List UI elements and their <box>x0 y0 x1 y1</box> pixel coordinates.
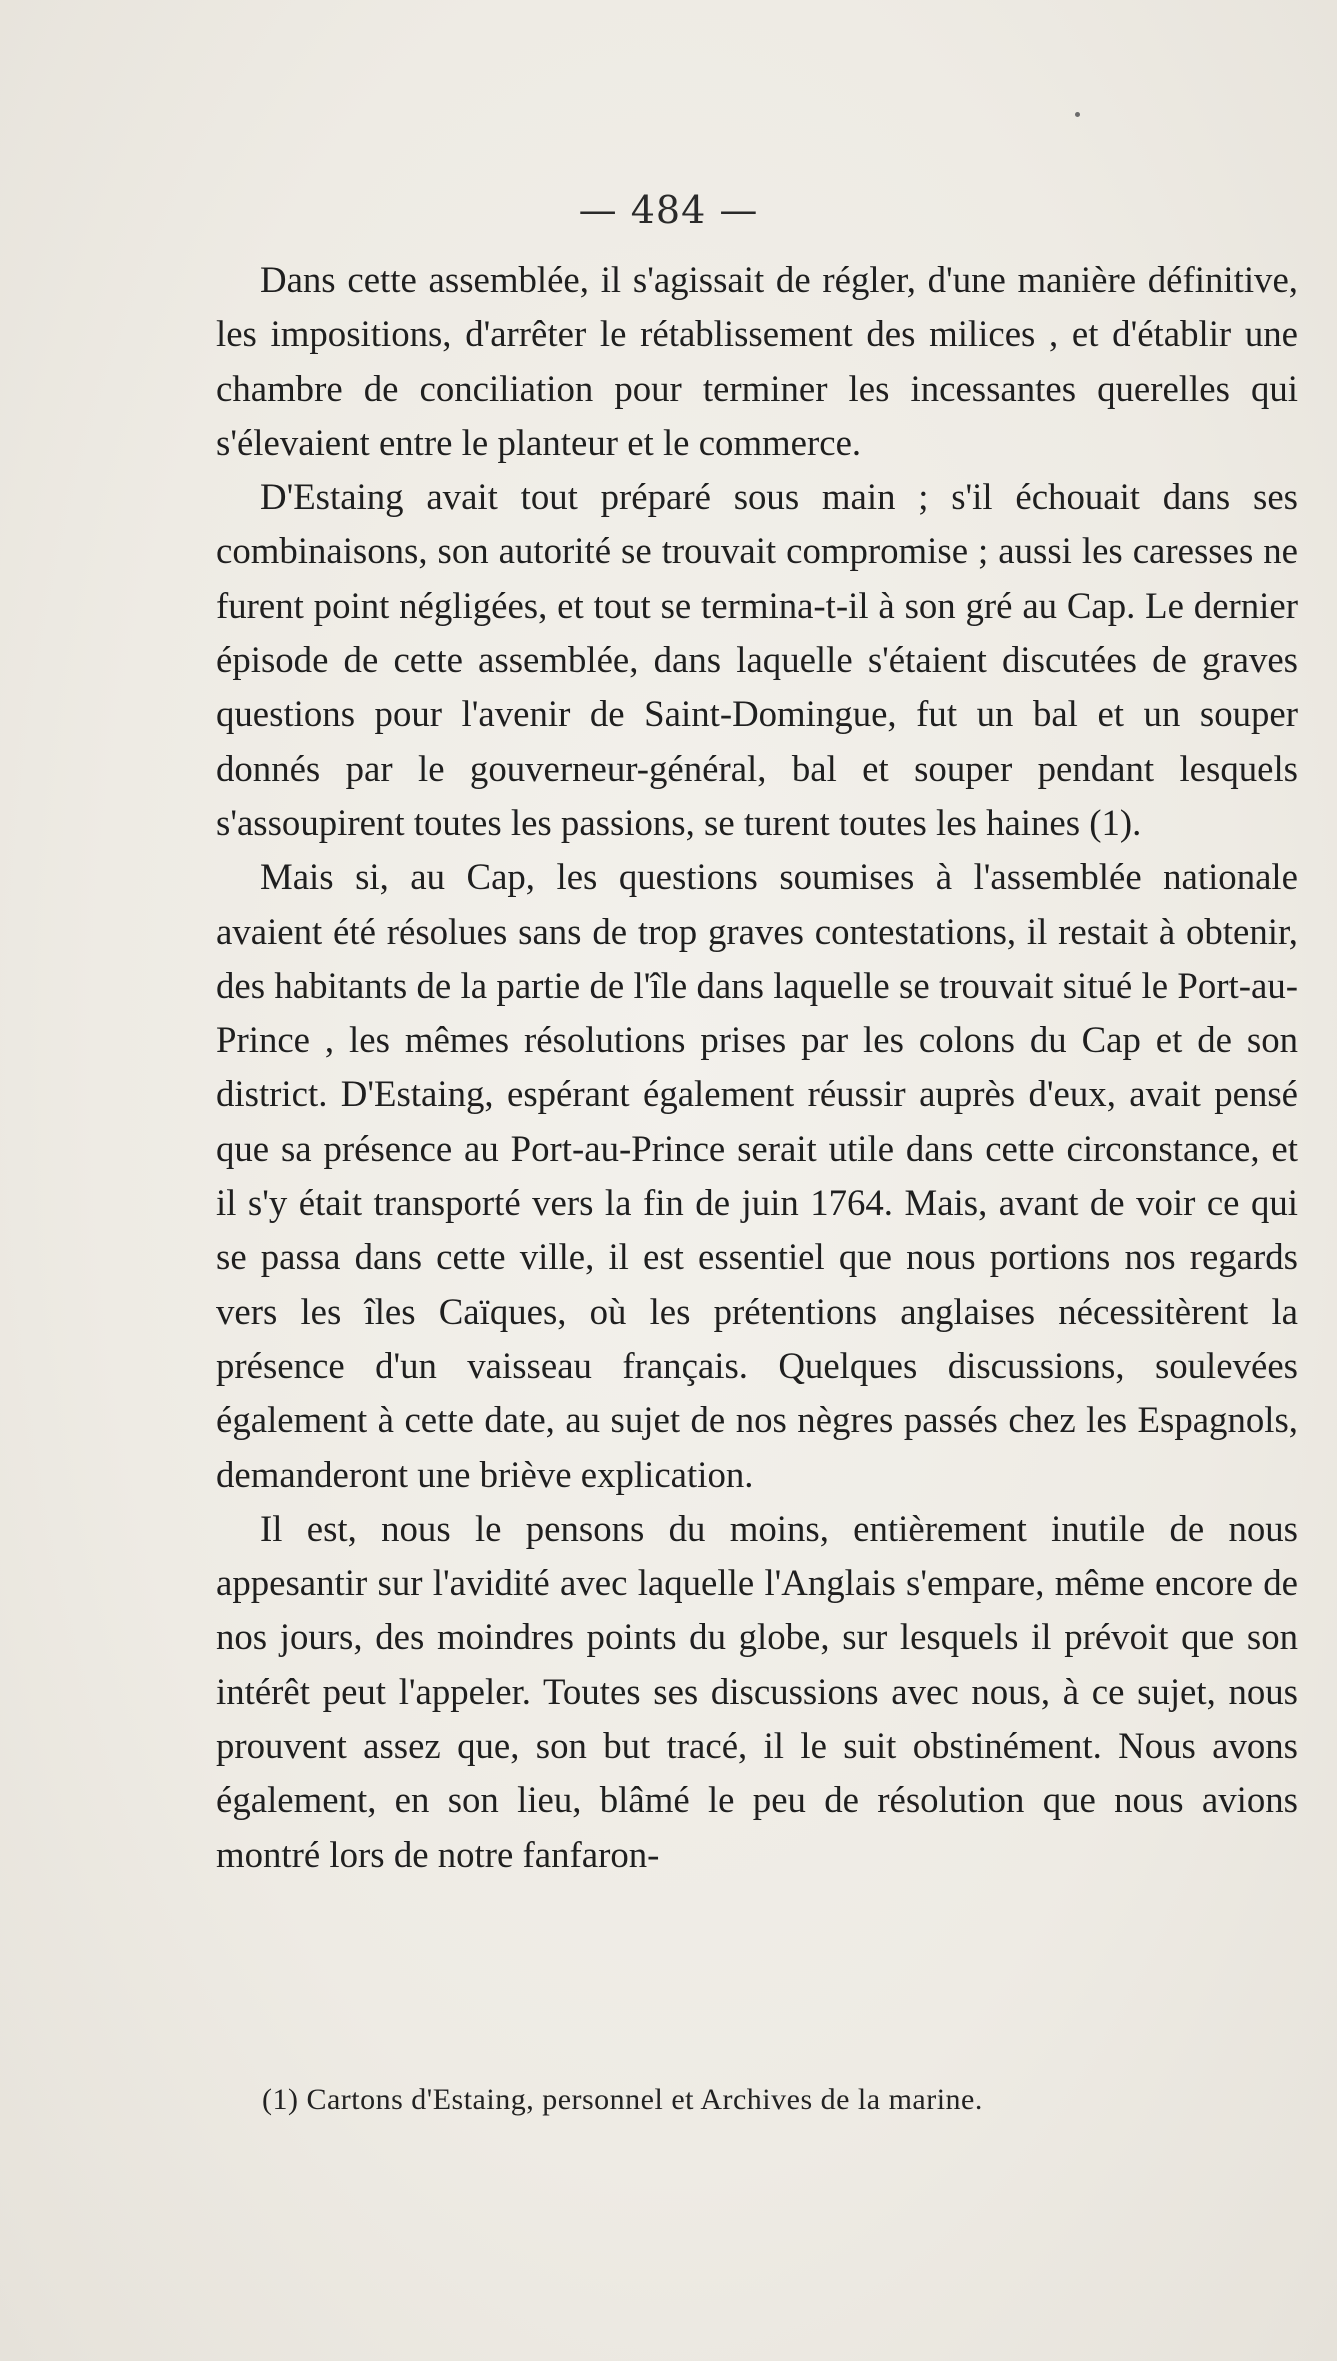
body-text <box>216 253 1298 1882</box>
ink-speck <box>1075 112 1080 117</box>
paragraph-3: Mais si, au Cap, les questions soumises à l'assemblée nationale avaient été résolues sans de trop graves contestations, il restait à obtenir, des habitants de la partie de l'île dans laquelle se trouvait situé le Port-au-Prince , les mêmes résolutions prises par les colons du Cap et de son district. D'Estaing, espérant également réussir auprès d'eux, avait pensé que sa présence au Port-au-Prince serait utile dans cette circonstance, et il s'y était transporté vers la fin de juin 1764. Mais, avant de voir ce qui se passa dans cette ville, il est essentiel que nous portions nos regards vers les îles Caïques, où les prétentions anglaises nécessitèrent la présence d'un vaisseau français. Quelques discussions, soulevées également à cette date, au sujet de nos nègres passés chez les Espagnols, demanderont une briève explication. <box>216 856 1298 1495</box>
paragraph-4: Il est, nous le pensons du moins, entièrement inutile de nous appesantir sur l'avidité avec laquelle l'Anglais s'empare, même encore de nos jours, des moindres points du globe, sur lesquels il prévoit que son intérêt peut l'appeler. Toutes ses discussions avec nous, à ce sujet, nous prouvent assez que, son but tracé, il le suit obstinément. Nous avons également, en son lieu, blâmé le peu de résolution que nous avions montré lors de notre fanfaron- <box>216 1507 1298 1875</box>
footnote: (1) Cartons d'Estaing, personnel et Archives de la marine. <box>262 2083 983 2116</box>
page-number: — 484 — <box>578 188 759 232</box>
paragraph-1: Dans cette assemblée, il s'agissait de régler, d'une manière définitive, les impositions, d'arrêter le rétablissement des milices , et d'établir une chambre de conciliation pour terminer les incessantes querelles qui s'élevaient entre le planteur et le commerce. <box>216 259 1298 463</box>
paragraph-2: D'Estaing avait tout préparé sous main ; s'il échouait dans ses combinaisons, son autorité se trouvait compromise ; aussi les caresses ne furent point négligées, et tout se termina-t-il à son gré au Cap. Le dernier épisode de cette assemblée, dans laquelle s'étaient discutées de graves questions pour l'avenir de Saint-Domingue, fut un bal et un souper donnés par le gouverneur-général, bal et souper pendant lesquels s'assoupirent toutes les passions, se turent toutes les haines (1). <box>216 476 1298 843</box>
